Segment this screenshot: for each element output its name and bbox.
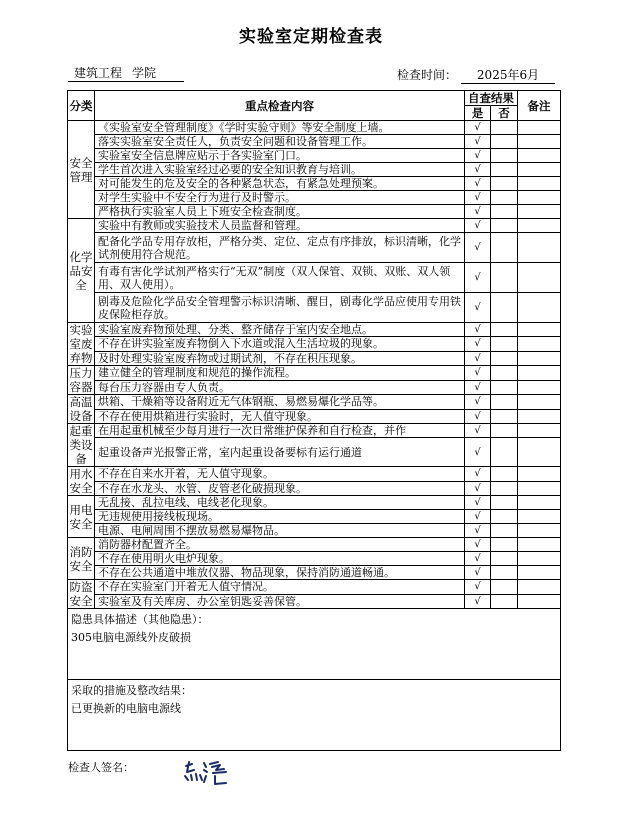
check-item-text: 烘箱、干燥箱等设备附近无气体钢瓶、易燃易爆化学品等。 xyxy=(95,395,465,410)
check-item-text: 及时处理实验室废弃物或过期试剂，不存在积压现象。 xyxy=(95,351,465,365)
check-item-text: 无乱接、乱拉电线、电线老化现象。 xyxy=(95,496,465,510)
check-item-text: 在用起重机械至少每月进行一次日常维护保养和自行检查，并作 xyxy=(95,424,465,438)
remark-cell xyxy=(518,594,561,609)
check-item-text: 不存在公共通道中堆放仪器、物品现象，保持消防通道畅通。 xyxy=(95,566,465,580)
check-item-text: 剧毒及危险化学品安全管理警示标识清晰、醒目，剧毒化学品应使用专用铁皮保险柜存放。 xyxy=(95,293,465,323)
yes-check-cell: √ xyxy=(465,219,491,233)
col-category-header: 分类 xyxy=(68,91,95,121)
remark-cell xyxy=(518,467,561,482)
check-time-field xyxy=(397,66,555,82)
checklist-body xyxy=(68,121,561,609)
college-suffix: 学院 xyxy=(132,66,157,80)
col-yes-header: 是 xyxy=(465,106,491,121)
check-item-text: 建立健全的管理制度和规范的操作流程。 xyxy=(95,366,465,381)
table-row xyxy=(68,233,561,263)
table-row xyxy=(68,552,561,566)
table-row xyxy=(68,409,561,424)
table-row xyxy=(68,219,561,233)
table-row xyxy=(68,177,561,191)
no-check-cell xyxy=(491,510,518,524)
table-row xyxy=(68,594,561,609)
check-item-text: 不存在使用烘箱进行实验时，无人值守现象。 xyxy=(95,409,465,424)
no-check-cell xyxy=(491,438,518,467)
table-row xyxy=(68,293,561,323)
category-cell: 安全管理 xyxy=(68,121,95,219)
no-check-cell xyxy=(491,163,518,177)
measures-value: 已更换新的电脑电源线 xyxy=(71,702,181,715)
table-row xyxy=(68,337,561,351)
table-row xyxy=(68,351,561,365)
yes-check-cell: √ xyxy=(465,395,491,410)
table-row xyxy=(68,366,561,381)
table-row xyxy=(68,496,561,510)
yes-check-cell: √ xyxy=(465,510,491,524)
check-item-text: 不存在实验室门开着无人值守情况。 xyxy=(95,580,465,595)
no-check-cell xyxy=(491,263,518,293)
no-check-cell xyxy=(491,566,518,580)
no-check-cell xyxy=(491,219,518,233)
check-item-text: 不存在讲实验室废弃物倒入下水道或混入生活垃圾的现象。 xyxy=(95,337,465,351)
no-check-cell xyxy=(491,552,518,566)
no-check-cell xyxy=(491,233,518,263)
yes-check-cell: √ xyxy=(465,409,491,424)
remark-cell xyxy=(518,438,561,467)
remark-cell xyxy=(518,163,561,177)
remark-cell xyxy=(518,366,561,381)
hazard-label: 隐患具体描述（其他隐患）： xyxy=(71,613,209,626)
category-cell: 防盗安全 xyxy=(69,580,93,608)
remark-cell xyxy=(518,496,561,510)
remark-cell xyxy=(518,337,561,351)
table-row xyxy=(68,323,561,337)
check-item-text: 实验中有教师或实验技术人员监督和管理。 xyxy=(95,219,465,233)
no-check-cell xyxy=(491,205,518,219)
check-item-text: 学生首次进入实验室经过必要的安全知识教育与培训。 xyxy=(95,163,465,177)
no-check-cell xyxy=(491,149,518,163)
no-check-cell xyxy=(491,580,518,595)
table-row xyxy=(68,163,561,177)
category-cell: 实验室废弃物 xyxy=(69,323,93,365)
remark-cell xyxy=(518,323,561,337)
hazard-value: 305电脑电源线外皮破损 xyxy=(71,631,191,644)
remark-cell xyxy=(518,409,561,424)
check-item-text: 不存在使用明火电炉现象。 xyxy=(95,552,465,566)
yes-check-cell: √ xyxy=(465,323,491,337)
yes-check-cell: √ xyxy=(465,135,491,149)
no-check-cell xyxy=(491,467,518,482)
yes-check-cell: √ xyxy=(465,580,491,595)
no-check-cell xyxy=(491,177,518,191)
college-name: 建筑工程 xyxy=(74,66,123,80)
yes-check-cell: √ xyxy=(465,337,491,351)
no-check-cell xyxy=(491,538,518,552)
yes-check-cell: √ xyxy=(465,163,491,177)
signature-image xyxy=(182,758,230,788)
check-item-text: 严格执行实验室人员上下班安全检查制度。 xyxy=(95,205,465,219)
table-row xyxy=(68,205,561,219)
col-result-header: 自查结果 xyxy=(465,91,518,106)
check-item-text: 起重设备声光报警正常，室内起重设备要标有运行通道 xyxy=(95,438,465,467)
yes-check-cell: √ xyxy=(465,121,491,135)
table-row xyxy=(68,566,561,580)
no-check-cell xyxy=(491,351,518,365)
remark-cell xyxy=(518,538,561,552)
no-check-cell xyxy=(491,395,518,410)
remark-cell xyxy=(518,263,561,293)
remark-cell xyxy=(518,135,561,149)
category-cell: 用电安全 xyxy=(68,496,95,538)
remark-cell xyxy=(518,524,561,538)
table-row xyxy=(68,121,561,135)
yes-check-cell: √ xyxy=(465,538,491,552)
category-cell: 起重类设备 xyxy=(69,424,93,466)
category-cell: 压力容器 xyxy=(69,366,93,394)
table-row xyxy=(68,438,561,467)
check-item-text: 有毒有害化学试剂严格实行“无双”制度（双人保管、双锁、双账、双人领用、双人使用）。 xyxy=(95,263,465,293)
hazard-box xyxy=(68,609,561,680)
table-row xyxy=(68,467,561,482)
measures-label: 采取的措施及整改结果： xyxy=(71,684,192,697)
yes-check-cell: √ xyxy=(465,566,491,580)
category-cell: 高温设备 xyxy=(69,395,93,423)
yes-check-cell: √ xyxy=(465,177,491,191)
remark-cell xyxy=(518,380,561,395)
inspection-table xyxy=(67,90,561,751)
yes-check-cell: √ xyxy=(465,481,491,496)
table-row xyxy=(68,191,561,205)
table-row xyxy=(68,380,561,395)
category-cell: 消防安全 xyxy=(68,538,95,580)
remark-cell xyxy=(518,219,561,233)
check-item-text: 不存在自来水开着，无人值守现象。 xyxy=(95,467,465,482)
check-item-text: 电源、电闸周围不摆放易燃易爆物品。 xyxy=(95,524,465,538)
college-field xyxy=(68,66,184,82)
page-title: 实验室定期检查表 xyxy=(239,27,383,47)
remark-cell xyxy=(518,580,561,595)
check-time-label: 检查时间： xyxy=(397,68,458,82)
remark-cell xyxy=(518,121,561,135)
table-row xyxy=(68,524,561,538)
yes-check-cell: √ xyxy=(465,293,491,323)
col-remark-header: 备注 xyxy=(518,91,561,121)
yes-check-cell: √ xyxy=(465,149,491,163)
check-item-text: 消防器材配置齐全。 xyxy=(95,538,465,552)
no-check-cell xyxy=(491,293,518,323)
yes-check-cell: √ xyxy=(465,424,491,438)
table-row xyxy=(68,424,561,438)
check-item-text: 每台压力容器由专人负责。 xyxy=(95,380,465,395)
check-item-text: 《实验室安全管理制度》《学时实验守则》等安全制度上墙。 xyxy=(95,121,465,135)
table-row xyxy=(68,481,561,496)
remark-cell xyxy=(518,552,561,566)
yes-check-cell: √ xyxy=(465,467,491,482)
check-item-text: 对可能发生的危及安全的各种紧急状态，有紧急处理预案。 xyxy=(95,177,465,191)
no-check-cell xyxy=(491,121,518,135)
check-item-text: 无违规使用接线板现场。 xyxy=(95,510,465,524)
yes-check-cell: √ xyxy=(465,552,491,566)
table-row xyxy=(68,263,561,293)
remark-cell xyxy=(518,395,561,410)
yes-check-cell: √ xyxy=(465,366,491,381)
yes-check-cell: √ xyxy=(465,263,491,293)
remark-cell xyxy=(518,424,561,438)
inspector-label: 检查人签名： xyxy=(68,761,134,774)
table-row xyxy=(68,538,561,552)
check-item-text: 配备化学品专用存放柜，严格分类、定位、定点有序排放，标识清晰，化学试剂使用符合规范。 xyxy=(95,233,465,263)
table-row xyxy=(68,149,561,163)
check-item-text: 实验室及有关库房、办公室钥匙妥善保管。 xyxy=(95,594,465,609)
table-row xyxy=(68,395,561,410)
yes-check-cell: √ xyxy=(465,496,491,510)
no-check-cell xyxy=(491,135,518,149)
no-check-cell xyxy=(491,380,518,395)
remark-cell xyxy=(518,233,561,263)
table-row xyxy=(68,580,561,595)
check-item-text: 实验室安全信息牌应贴示于各实验室门口。 xyxy=(95,149,465,163)
no-check-cell xyxy=(491,496,518,510)
remark-cell xyxy=(518,205,561,219)
no-check-cell xyxy=(491,481,518,496)
remark-cell xyxy=(518,293,561,323)
check-time-value: 2025年6月 xyxy=(461,68,555,84)
check-item-text: 不存在水龙头、水管、皮管老化破损现象。 xyxy=(95,481,465,496)
no-check-cell xyxy=(491,366,518,381)
remark-cell xyxy=(518,177,561,191)
col-no-header: 否 xyxy=(491,106,518,121)
no-check-cell xyxy=(491,191,518,205)
yes-check-cell: √ xyxy=(465,191,491,205)
category-cell: 用水安全 xyxy=(69,467,93,495)
yes-check-cell: √ xyxy=(465,233,491,263)
yes-check-cell: √ xyxy=(465,524,491,538)
table-row xyxy=(68,135,561,149)
remark-cell xyxy=(518,149,561,163)
no-check-cell xyxy=(491,524,518,538)
table-row xyxy=(68,510,561,524)
remark-cell xyxy=(518,351,561,365)
check-item-text: 实验室废弃物预处理、分类、整齐储存于室内安全地点。 xyxy=(95,323,465,337)
yes-check-cell: √ xyxy=(465,594,491,609)
no-check-cell xyxy=(491,594,518,609)
no-check-cell xyxy=(491,424,518,438)
yes-check-cell: √ xyxy=(465,438,491,467)
check-item-text: 对学生实验中不安全行为进行及时警示。 xyxy=(95,191,465,205)
no-check-cell xyxy=(491,323,518,337)
yes-check-cell: √ xyxy=(465,351,491,365)
yes-check-cell: √ xyxy=(465,380,491,395)
measures-box xyxy=(68,680,561,751)
remark-cell xyxy=(518,191,561,205)
col-content-header: 重点检查内容 xyxy=(95,91,465,121)
no-check-cell xyxy=(491,409,518,424)
remark-cell xyxy=(518,481,561,496)
no-check-cell xyxy=(491,337,518,351)
check-item-text: 落实实验室安全责任人，负责安全问题和设备管理工作。 xyxy=(95,135,465,149)
category-cell: 化学品安全 xyxy=(68,219,95,323)
remark-cell xyxy=(518,510,561,524)
yes-check-cell: √ xyxy=(465,205,491,219)
remark-cell xyxy=(518,566,561,580)
